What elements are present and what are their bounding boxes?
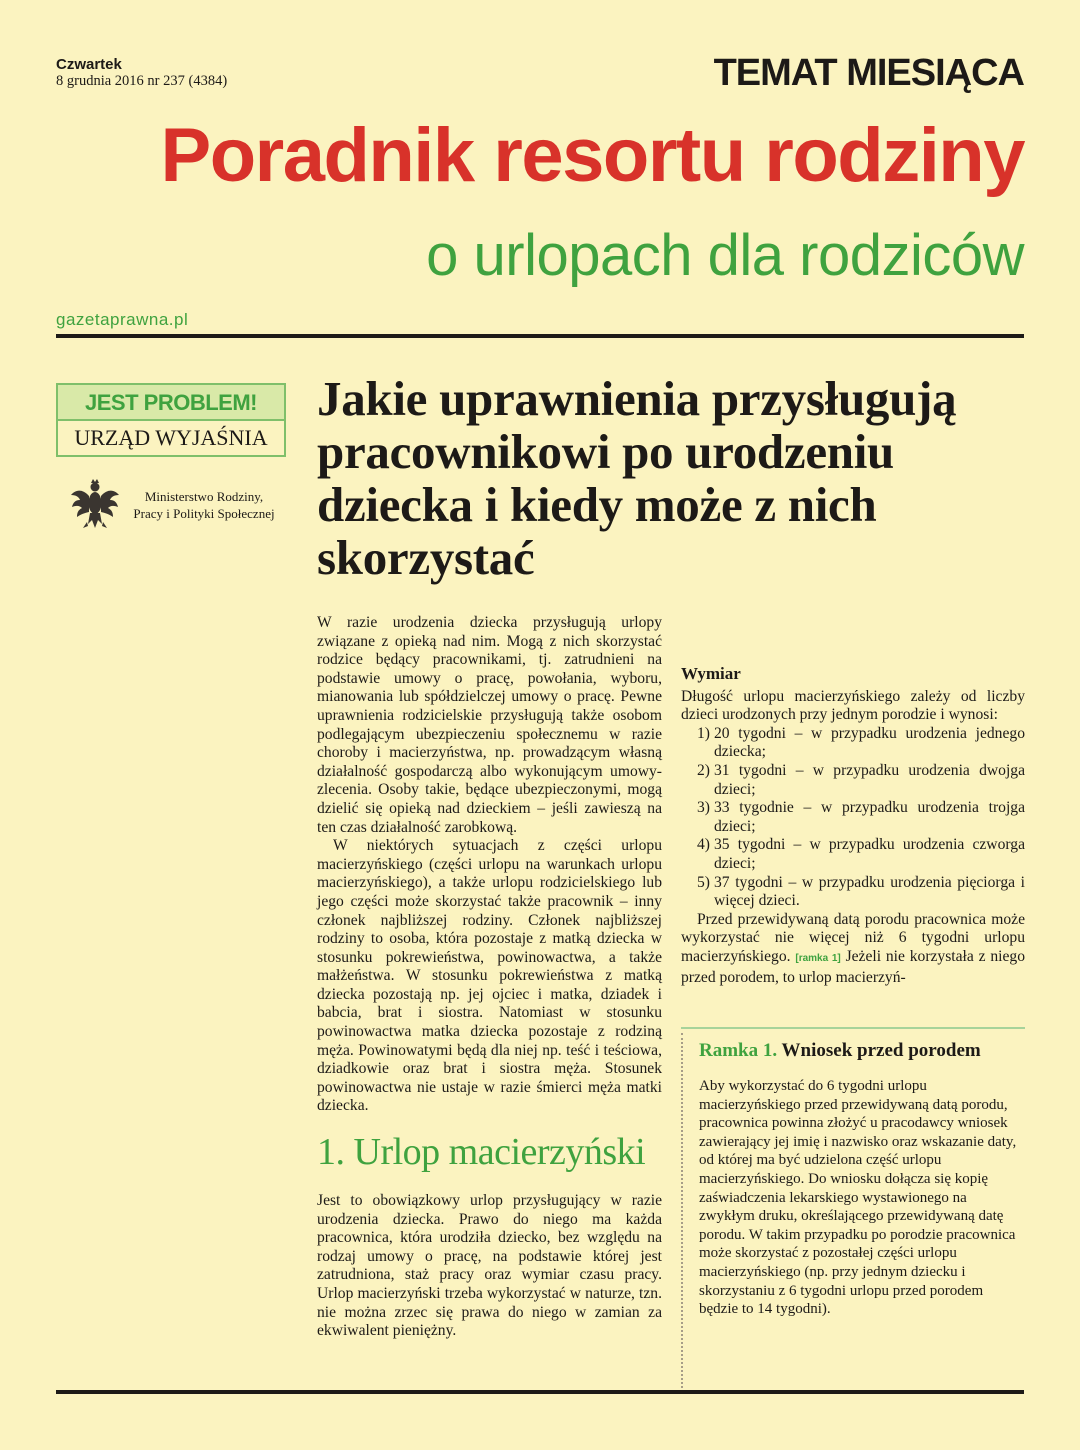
list-item (681, 762, 1025, 799)
list-item-number: 5) (697, 873, 710, 891)
problem-badge-top: JEST PROBLEM! (58, 385, 284, 421)
column-2-continuation-space (681, 614, 1025, 651)
frame-dotted-border (681, 1033, 683, 1388)
paragraph-before-birth-text: Przed przewidywaną datą porodu pracownica może wykorzystać nie więcej niż 6 tygodni urlopu macierzyńskiego. (681, 910, 1025, 965)
frame-title (699, 1039, 1025, 1063)
frame-text: Aby wykorzystać do 6 tygodni urlopu macierzyńskiego przed przewidywaną datą porodu, pracownica powinna złożyć u pracodawcy wniosek zawierający jej imię i nazwisko oraz wskazanie daty, od której ma być udzielona część urlopu macierzyńskiego. Do wniosku dołącza się kopię zaświadczenia lekarskiego wystawionego na zwykłym druku, określającego przewidywaną datę porodu. W takim przypadku po porodzie pracownica może skorzystać z pozostałej części urlopu macierzyńskiego (np. przy jednym dziecku i skorzystaniu z 6 tygodni urlopu przed porodem będzie to 14 tygodni). (699, 1078, 1017, 1318)
ministry-name (124, 488, 284, 522)
paragraph-wymiar-intro: Długość urlopu macierzyńskiego zależy od liczby dzieci urodzonych przy jednym porodzie i wynosi: (681, 687, 1025, 724)
section-heading-maternity-leave: 1. Urlop macierzyński (317, 1131, 646, 1174)
info-frame (681, 1027, 1025, 1319)
list-item (681, 725, 1025, 762)
subheadline: o urlopach dla rodziców (426, 223, 1024, 288)
paragraph-family: W niektórych sytuacjach z części urlopu macierzyńskiego (części urlopu na warunkach urlopu macierzyńskiego), a także urlopu rodzicielskiego lub jego części może skorzystać także pracownik – inny członek najbliższej rodziny. Członek najbliższej rodziny to osoba, która pozostaje z matką dziecka w stosunku pokrewieństwa, powinowactwa, a także małżeństwa. W stosunku pokrewieństwa z matką dziecka pozostają np. jej ojciec i matka, dziadek i babcia, brat i siostra. Natomiast w stosunku powinowactwa matka dziecka pozostaje z rodziną męża. Powinowatymi będą dla niej np. teść i teściowa, dziadkowie oraz brat i siostra męża. Stosunek powinowactwa nie ustaje w razie śmierci męża matki dziecka. (317, 837, 662, 1115)
leave-length-list (681, 725, 1025, 911)
list-item-text: 31 tygodni – w przypadku urodzenia dwojga dzieci; (714, 761, 1025, 798)
paragraph-before-birth (681, 911, 1025, 987)
article-column-1 (317, 614, 662, 1341)
ministry-name-line1: Ministerstwo Rodziny, (144, 489, 264, 504)
list-item-number: 4) (697, 836, 710, 854)
list-item-text: 35 tygodni – w przypadku urodzenia czworga dzieci; (714, 836, 1025, 872)
footer-divider (56, 1390, 1024, 1394)
site-url[interactable]: gazetaprawna.pl (56, 310, 189, 329)
ministry-name-line2: Pracy i Polityki Społecznej (133, 506, 275, 521)
ministry-logo (70, 478, 280, 534)
issue-date: 8 grudnia 2016 nr 237 (4384) (56, 73, 228, 89)
list-item-number: 3) (697, 799, 710, 817)
paragraph-intro: W razie urodzenia dziecka przysługują urlopy związane z opieką nad nim. Mogą z nich skorzystać rodzice będący pracownikami, tj. zatrudnieni na podstawie umowy o pracę, powołania, wyboru, mianowania lub spółdzielczej umowy o pracę. Pewne uprawnienia rodzicielskie przysługują także osobom podlegającym ubezpieczeniu społecznemu w razie choroby i macierzyństwa, np. prowadzącym własną działalność gospodarczą albo wykonującym umowy-zlecenia. Osoby takie, będące ubezpieczonymi, mogą dzielić się opieką nad dzieckiem – jeśli zawieszą na ten czas działalność zarobkową. (317, 614, 662, 836)
frame-label: Ramka 1. (699, 1040, 778, 1061)
header-divider (56, 334, 1024, 338)
frame-reference-link[interactable]: [ramka 1] (795, 952, 841, 964)
list-item (681, 799, 1025, 836)
headline: Poradnik resortu rodziny (160, 113, 1024, 198)
list-item-text: 20 tygodni – w przypadku urodzenia jednego dziecka; (714, 724, 1025, 761)
list-item (681, 836, 1025, 873)
list-item (681, 874, 1025, 911)
problem-badge (56, 383, 286, 457)
article-title: Jakie uprawnienia przysługują pracownikowi po urodzeniu dziecka i kiedy może z nich skorzystać (317, 371, 957, 585)
paragraph-maternity-leave: Jest to obowiązkowy urlop przysługujący w razie urodzenia dziecka. Prawo do niego ma każda pracownica, która urodziła dziecko, bez względu na rodzaj umowy o pracę, na podstawie której jest zatrudniona, staż pracy oraz wymiar czasu pracy. Urlop macierzyński trzeba wykorzystać w naturze, tzn. nie można zrzec się prawa do niego w zamian za ekwiwalent pieniężny. (317, 1192, 662, 1340)
issue-day: Czwartek (56, 56, 122, 73)
polish-eagle-emblem-icon (70, 478, 120, 534)
list-item-number: 2) (697, 761, 710, 779)
frame-heading: Wniosek przed porodem (781, 1040, 981, 1061)
list-item-number: 1) (697, 724, 710, 742)
subheading-wymiar: Wymiar (681, 664, 741, 683)
article-column-2 (681, 614, 1025, 987)
problem-badge-bottom: URZĄD WYJAŚNIA (74, 425, 268, 450)
paragraph-before-birth-continuation: Jeżeli nie korzystała z niego przed porodem, to urlop macierzyń- (681, 947, 1025, 986)
section-title: TEMAT MIESIĄCA (713, 52, 1024, 94)
list-item-text: 37 tygodni – w przypadku urodzenia pięciorga i więcej dzieci. (714, 873, 1025, 910)
list-item-text: 33 tygodnie – w przypadku urodzenia trojga dzieci; (714, 799, 1025, 835)
